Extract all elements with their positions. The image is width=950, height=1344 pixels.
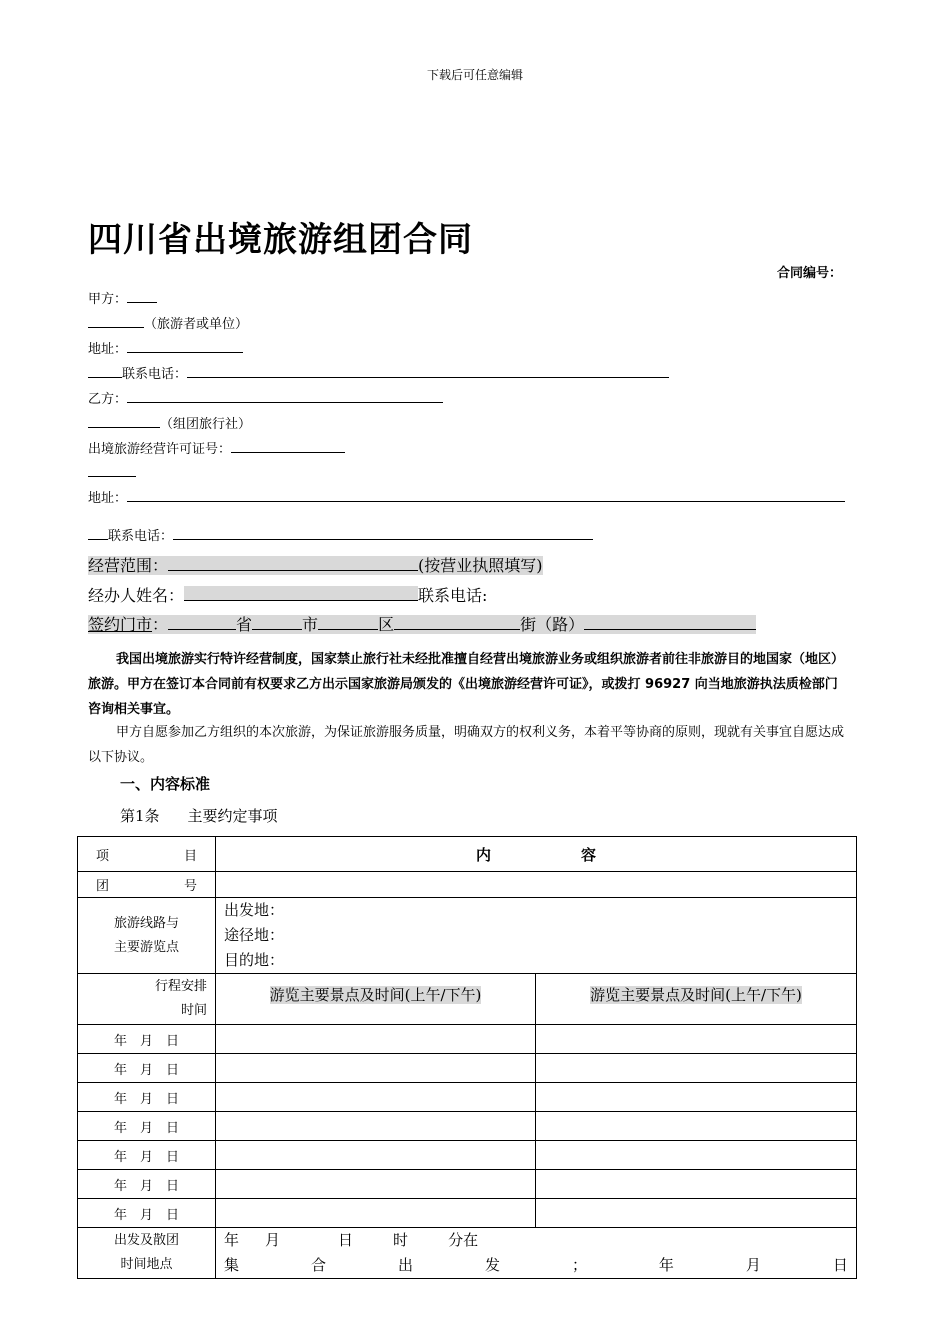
party-b-name-field[interactable] bbox=[127, 388, 443, 403]
party-a-row bbox=[88, 288, 157, 307]
party-b-license-row bbox=[88, 438, 345, 457]
party-b-row bbox=[88, 388, 443, 407]
table-row bbox=[78, 1112, 857, 1141]
schedule-cell[interactable] bbox=[536, 1112, 857, 1141]
route-label: 旅游线路与 主要游览点 bbox=[78, 898, 216, 974]
route-field[interactable] bbox=[216, 898, 857, 974]
table-row bbox=[78, 1083, 857, 1112]
store-street-field[interactable] bbox=[394, 615, 520, 630]
party-b-phone-row bbox=[88, 525, 593, 544]
schedule-cell[interactable] bbox=[216, 1054, 536, 1083]
store-street-label: 街（路） bbox=[520, 615, 585, 634]
store-province-label: 省 bbox=[236, 615, 253, 634]
schedule-cell[interactable] bbox=[536, 1054, 857, 1083]
group-no-row bbox=[78, 872, 857, 898]
article-no: 第1条 bbox=[120, 807, 160, 825]
schedule-cell[interactable] bbox=[536, 1170, 857, 1199]
party-b-address-field[interactable] bbox=[127, 487, 845, 502]
party-b-license-field[interactable] bbox=[231, 438, 345, 453]
schedule-cell[interactable] bbox=[536, 1141, 857, 1170]
schedule-cell[interactable] bbox=[216, 1141, 536, 1170]
main-items-table bbox=[77, 836, 857, 1279]
route-row bbox=[78, 898, 857, 974]
party-b-license-cont bbox=[88, 462, 136, 481]
route-departure: 出发地： bbox=[224, 901, 285, 919]
schedule-header-row bbox=[78, 974, 857, 1025]
store-province-field[interactable] bbox=[168, 615, 236, 630]
business-scope-hint: (按营业执照填写) bbox=[418, 556, 543, 575]
schedule-cell[interactable] bbox=[216, 1170, 536, 1199]
schedule-cell[interactable] bbox=[536, 1083, 857, 1112]
schedule-cell[interactable] bbox=[216, 1083, 536, 1112]
party-b-phone-label: 联系电话： bbox=[108, 529, 174, 544]
business-scope-field[interactable] bbox=[168, 556, 418, 571]
group-no-field[interactable] bbox=[216, 872, 857, 898]
party-a-phone-prefix-field[interactable] bbox=[88, 363, 122, 378]
depart-label: 出发及散团 时间地点 bbox=[78, 1228, 216, 1279]
party-a-phone-row bbox=[88, 363, 669, 382]
header-note: 下载后可任意编辑 bbox=[426, 68, 523, 82]
article-1 bbox=[120, 805, 278, 826]
col-content-header: 内 容 bbox=[216, 837, 857, 872]
contract-no-label: 合同编号： bbox=[776, 266, 842, 281]
party-b-address-row bbox=[88, 487, 845, 506]
party-b-address-label: 地址： bbox=[88, 491, 128, 506]
article-title: 主要约定事项 bbox=[187, 807, 278, 825]
date-cell: 年 月 日 bbox=[78, 1054, 216, 1083]
business-scope-row bbox=[88, 553, 543, 576]
depart-line-2: 集 合 出 发 ； 年 月 日 bbox=[224, 1256, 848, 1274]
party-b-phone-field[interactable] bbox=[173, 525, 593, 540]
party-b-license-field-2[interactable] bbox=[88, 462, 136, 477]
schedule-col-1: 游览主要景点及时间(上午/下午) bbox=[216, 974, 536, 1025]
date-cell: 年 月 日 bbox=[78, 1025, 216, 1054]
depart-line-1: 年 月 日 时 分在 bbox=[224, 1231, 479, 1249]
party-a-type-hint: （旅游者或单位） bbox=[144, 317, 249, 332]
party-a-type-field[interactable] bbox=[88, 313, 144, 328]
depart-field[interactable] bbox=[216, 1228, 857, 1279]
schedule-col-2: 游览主要景点及时间(上午/下午) bbox=[536, 974, 857, 1025]
party-b-phone-prefix-field[interactable] bbox=[88, 525, 108, 540]
date-cell: 年 月 日 bbox=[78, 1199, 216, 1228]
schedule-label: 行程安排 时间 bbox=[78, 974, 216, 1025]
store-label: 签约门市 bbox=[88, 615, 153, 634]
store-district-label: 区 bbox=[378, 615, 395, 634]
party-b-license-label: 出境旅游经营许可证号： bbox=[88, 442, 232, 457]
group-no-label: 团 号 bbox=[78, 872, 216, 898]
party-b-label: 乙方： bbox=[88, 392, 128, 407]
party-b-type-hint: （组团旅行社） bbox=[160, 417, 252, 432]
party-a-phone-field[interactable] bbox=[187, 363, 669, 378]
col-item-header: 项 目 bbox=[78, 837, 216, 872]
route-via: 途径地： bbox=[224, 926, 285, 944]
business-scope-label: 经营范围： bbox=[88, 556, 169, 575]
table-row bbox=[78, 1170, 857, 1199]
store-city-field[interactable] bbox=[252, 615, 302, 630]
party-b-type-field[interactable] bbox=[88, 413, 160, 428]
handler-phone-label: 联系电话: bbox=[418, 586, 488, 605]
party-a-label: 甲方： bbox=[88, 292, 128, 307]
route-destination: 目的地： bbox=[224, 951, 285, 969]
party-a-type-row bbox=[88, 313, 248, 332]
schedule-cell[interactable] bbox=[536, 1199, 857, 1228]
table-row bbox=[78, 1025, 857, 1054]
agreement-paragraph: 甲方自愿参加乙方组织的本次旅游，为保证旅游服务质量，明确双方的权利义务，本着平等协商的原则，现就有关事宜自愿达成以下协议。 bbox=[88, 725, 845, 765]
table-header-row bbox=[78, 837, 857, 872]
schedule-cell[interactable] bbox=[216, 1199, 536, 1228]
store-address-field[interactable] bbox=[584, 615, 756, 630]
handler-label: 经办人姓名： bbox=[88, 586, 185, 605]
party-b-type-row bbox=[88, 413, 251, 432]
table-row bbox=[78, 1141, 857, 1170]
schedule-cell[interactable] bbox=[536, 1025, 857, 1054]
depart-row bbox=[78, 1228, 857, 1279]
handler-name-field[interactable] bbox=[184, 586, 418, 601]
party-a-address-field[interactable] bbox=[127, 338, 243, 353]
page-title: 四川省出境旅游组团合同 bbox=[88, 220, 473, 260]
date-cell: 年 月 日 bbox=[78, 1141, 216, 1170]
party-a-address-label: 地址： bbox=[88, 342, 128, 357]
store-district-field[interactable] bbox=[318, 615, 378, 630]
party-a-address-row bbox=[88, 338, 243, 357]
schedule-cell[interactable] bbox=[216, 1025, 536, 1054]
schedule-cell[interactable] bbox=[216, 1112, 536, 1141]
date-cell: 年 月 日 bbox=[78, 1112, 216, 1141]
party-a-phone-label: 联系电话： bbox=[122, 367, 188, 382]
store-colon: ： bbox=[152, 615, 169, 634]
table-row bbox=[78, 1054, 857, 1083]
notice-paragraph: 我国出境旅游实行特许经营制度，国家禁止旅行社未经批准擅自经营出境旅游业务或组织旅游者前往非旅游目的地国家（地区）旅游。甲方在签订本合同前有权要求乙方出示国家旅游局颁发的《出境旅游经营许可证》，或拨打 96927 向当地旅游执法质检部门咨询相关事宜。 bbox=[88, 652, 845, 717]
section-heading: 一、内容标准 bbox=[120, 775, 211, 793]
party-a-name-field[interactable] bbox=[127, 288, 157, 303]
table-row bbox=[78, 1199, 857, 1228]
handler-row bbox=[88, 583, 487, 606]
date-cell: 年 月 日 bbox=[78, 1083, 216, 1112]
store-row bbox=[88, 612, 756, 635]
date-cell: 年 月 日 bbox=[78, 1170, 216, 1199]
store-city-label: 市 bbox=[302, 615, 319, 634]
